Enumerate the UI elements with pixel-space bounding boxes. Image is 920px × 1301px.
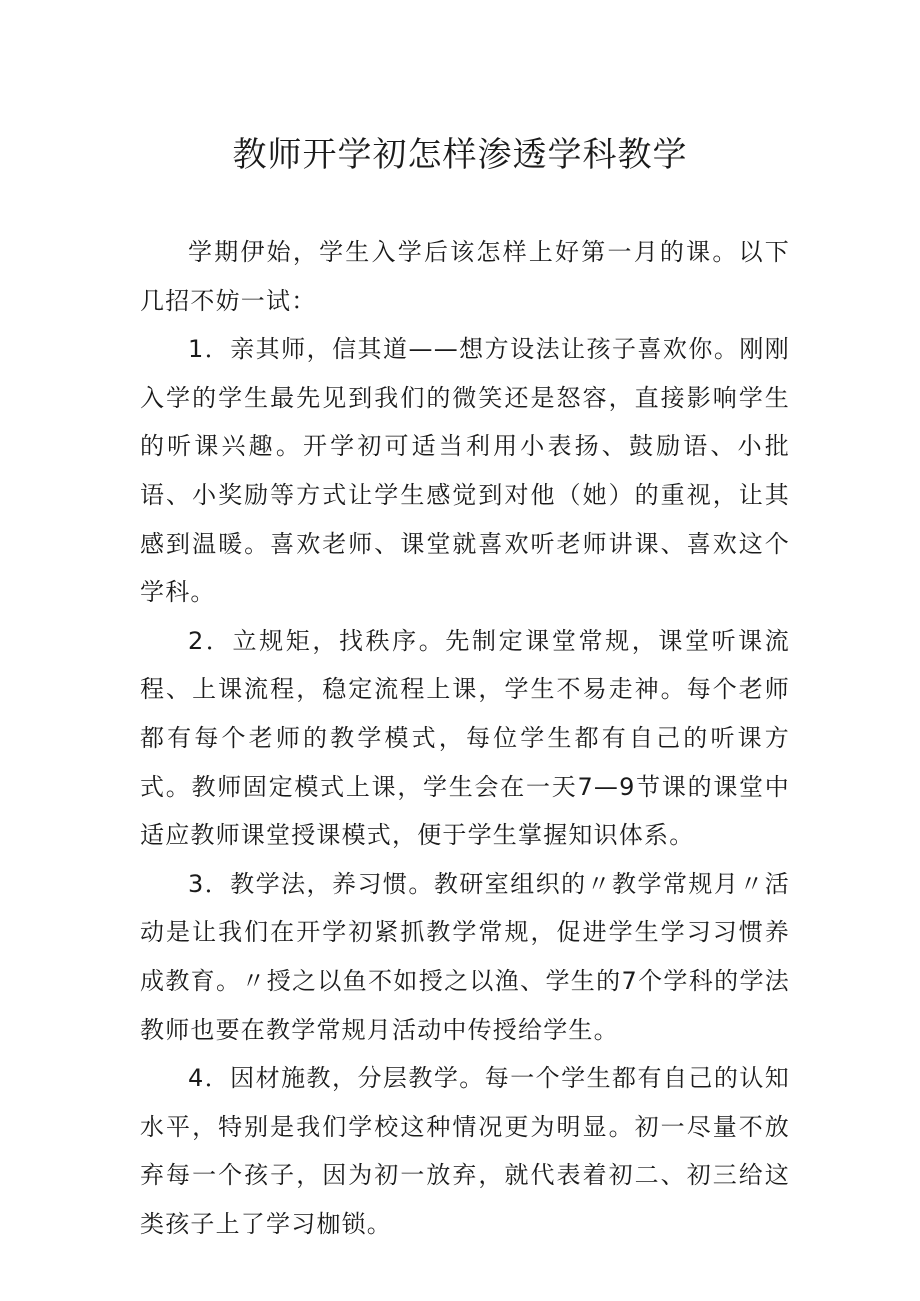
document-title: 教师开学初怎样渗透学科教学	[232, 135, 688, 175]
intro-paragraph: 学期伊始，学生入学后该怎样上好第一月的课。以下几招不妨一试：	[140, 238, 790, 315]
paragraph-3: 3．教学法，养习惯。教研室组织的〃教学常规月〃活动是让我们在开学初紧抓教学常规，促进学生学习习惯养成教育。〃授之以鱼不如授之以渔、学生的7个学科的学法教师也要在教学常规月活动中传授给学生。	[140, 869, 790, 1044]
document-body	[140, 228, 790, 1248]
paragraph-1: 1．亲其师，信其道——想方设法让孩子喜欢你。刚刚入学的学生最先见到我们的微笑还是怒容，直接影响学生的听课兴趣。开学初可适当利用小表扬、鼓励语、小批语、小奖励等方式让学生感觉到对他（她）的重视，让其感到温暖。喜欢老师、课堂就喜欢听老师讲课、喜欢这个学科。	[140, 335, 790, 607]
paragraph-2: 2．立规矩，找秩序。先制定课堂常规，课堂听课流程、上课流程，稳定流程上课，学生不易走神。每个老师都有每个老师的教学模式，每位学生都有自己的听课方式。教师固定模式上课，学生会在一天7—9节课的课堂中适应教师课堂授课模式，便于学生掌握知识体系。	[140, 626, 790, 850]
paragraph-4: 4．因材施教，分层教学。每一个学生都有自己的认知水平，特别是我们学校这种情况更为明显。初一尽量不放弃每一个孩子，因为初一放弃，就代表着初二、初三给这类孩子上了学习枷锁。	[140, 1064, 790, 1238]
